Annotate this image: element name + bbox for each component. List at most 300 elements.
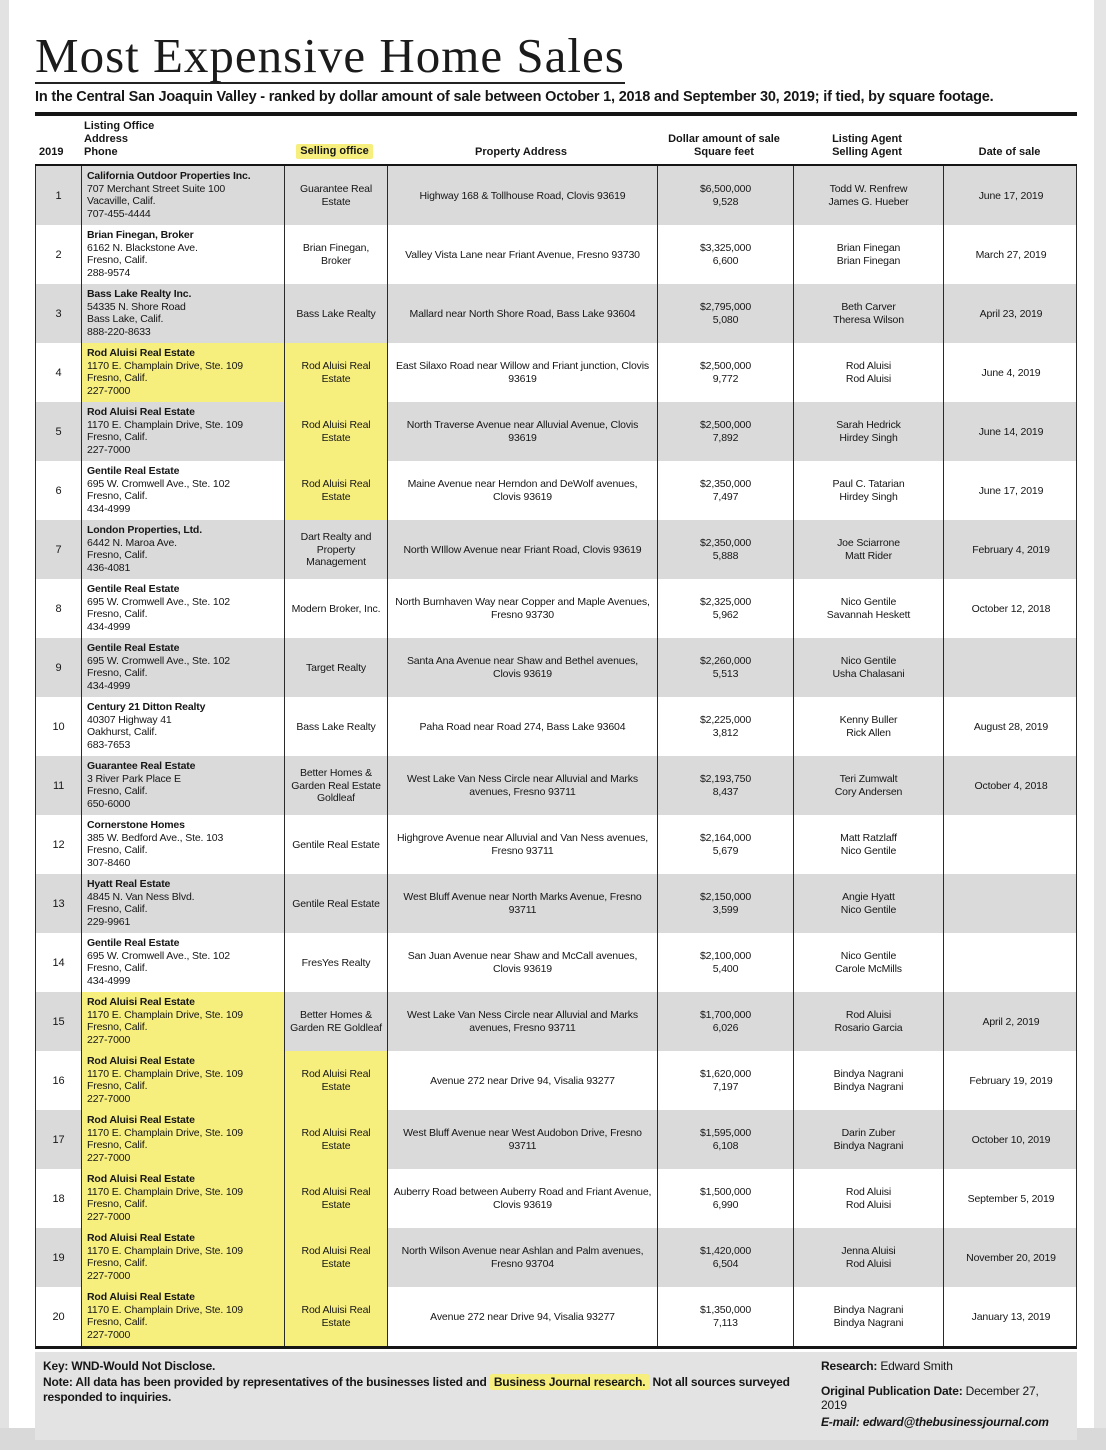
rank-cell: 10: [52, 720, 65, 733]
sale-price: $2,100,000: [699, 950, 752, 963]
listing-agent: Angie Hyatt: [842, 891, 895, 904]
listing-office-address: 1170 E. Champlain Drive, Ste. 109: [87, 1244, 243, 1257]
square-feet: 5,513: [712, 667, 739, 680]
sale-price: $2,150,000: [699, 891, 752, 904]
rank-cell: 12: [52, 838, 65, 851]
agents-cell: [793, 461, 943, 520]
sale-price: $2,325,000: [699, 596, 752, 609]
date-of-sale-cell: April 2, 2019: [943, 992, 1078, 1051]
listing-agent: Joe Sciarrone: [837, 537, 900, 550]
rank-cell: 18: [52, 1192, 65, 1205]
table-row: [36, 343, 1076, 402]
sale-price: $2,193,750: [699, 773, 752, 786]
agents-cell: [793, 815, 943, 874]
price-sqft-cell: [657, 225, 793, 284]
selling-office-cell: Rod Aluisi Real Estate: [284, 343, 387, 402]
sale-price: $1,595,000: [699, 1127, 752, 1140]
table-row: [36, 1051, 1076, 1110]
selling-agent: Matt Rider: [845, 549, 892, 562]
selling-office-cell: Dart Realty and Property Management: [284, 520, 387, 579]
property-address-cell: West Lake Van Ness Circle near Alluvial and Marks avenues, Fresno 93711: [387, 756, 657, 815]
property-address-cell: East Silaxo Road near Willow and Friant junction, Clovis 93619: [387, 343, 657, 402]
listing-office-name: Rod Aluisi Real Estate: [87, 1055, 195, 1068]
selling-agent: Bindya Nagrani: [833, 1080, 904, 1093]
agents-cell: [793, 697, 943, 756]
selling-office-cell: Bass Lake Realty: [284, 697, 387, 756]
sale-price: $2,350,000: [699, 478, 752, 491]
selling-office-cell: Bass Lake Realty: [284, 284, 387, 343]
listing-agent: Rod Aluisi: [845, 1009, 892, 1022]
property-address-cell: Valley Vista Lane near Friant Avenue, Fresno 93730: [387, 225, 657, 284]
listing-agent: Nico Gentile: [840, 596, 897, 609]
property-address-cell: Highgrove Avenue near Alluvial and Van Ness avenues, Fresno 93711: [387, 815, 657, 874]
table-row: [36, 756, 1076, 815]
square-feet: 5,679: [712, 844, 739, 857]
date-of-sale-cell: June 14, 2019: [943, 402, 1078, 461]
price-sqft-cell: [657, 874, 793, 933]
listing-office-cell: [81, 992, 284, 1051]
selling-office-cell: Rod Aluisi Real Estate: [284, 1287, 387, 1346]
square-feet: 5,888: [712, 549, 739, 562]
property-address-cell: North Traverse Avenue near Alluvial Avenue, Clovis 93619: [387, 402, 657, 461]
agents-cell: [793, 402, 943, 461]
price-sqft-cell: [657, 1110, 793, 1169]
rank-cell: 14: [52, 956, 65, 969]
listing-office-cell: [81, 874, 284, 933]
rank-cell: 8: [55, 602, 62, 615]
page-title: Most Expensive Home Sales: [35, 28, 625, 83]
listing-agent: Beth Carver: [841, 301, 896, 314]
property-address-cell: West Bluff Avenue near North Marks Avenue, Fresno 93711: [387, 874, 657, 933]
date-of-sale-cell: October 10, 2019: [943, 1110, 1078, 1169]
selling-agent: Nico Gentile: [840, 903, 897, 916]
listing-office-city: Fresno, Calif.: [87, 608, 148, 621]
listing-office-phone: 227-7000: [87, 1092, 131, 1105]
listing-office-city: Fresno, Calif.: [87, 372, 148, 385]
header-date-of-sale: Date of sale: [978, 146, 1041, 159]
listing-office-phone: 229-9961: [87, 915, 131, 928]
selling-agent: Rod Aluisi: [845, 1257, 892, 1270]
price-sqft-cell: [657, 1169, 793, 1228]
selling-agent: Savannah Heskett: [826, 608, 911, 621]
listing-office-name: Rod Aluisi Real Estate: [87, 347, 195, 360]
rank-cell: 11: [52, 779, 65, 792]
listing-office-address: 695 W. Cromwell Ave., Ste. 102: [87, 654, 230, 667]
listing-office-cell: [81, 1169, 284, 1228]
square-feet: 5,400: [712, 962, 739, 975]
price-sqft-cell: [657, 1228, 793, 1287]
listing-office-city: Fresno, Calif.: [87, 844, 148, 857]
price-sqft-cell: [657, 461, 793, 520]
sale-price: $1,500,000: [699, 1186, 752, 1199]
listing-office-phone: 434-4999: [87, 679, 131, 692]
date-of-sale-cell: [943, 638, 1078, 697]
listing-office-name: Gentile Real Estate: [87, 583, 180, 596]
listing-office-cell: [81, 697, 284, 756]
selling-office-cell: Better Homes & Garden RE Goldleaf: [284, 992, 387, 1051]
listing-office-address: 385 W. Bedford Ave., Ste. 103: [87, 831, 224, 844]
header-selling-office: [283, 144, 386, 159]
listing-office-address: 1170 E. Champlain Drive, Ste. 109: [87, 1185, 243, 1198]
listing-office-cell: [81, 520, 284, 579]
selling-office-cell: Brian Finegan, Broker: [284, 225, 387, 284]
property-address-cell: Maine Avenue near Herndon and DeWolf avenues, Clovis 93619: [387, 461, 657, 520]
price-sqft-cell: [657, 520, 793, 579]
selling-office-cell: Target Realty: [284, 638, 387, 697]
selling-agent: Bindya Nagrani: [833, 1316, 904, 1329]
listing-office-name: Rod Aluisi Real Estate: [87, 996, 195, 1009]
listing-office-city: Bass Lake, Calif.: [87, 313, 164, 326]
research-credit: Research: Edward Smith: [821, 1359, 953, 1374]
listing-office-name: Cornerstone Homes: [87, 819, 185, 832]
rank-cell: 6: [55, 484, 62, 497]
square-feet: 5,080: [712, 313, 739, 326]
square-feet: 9,772: [712, 372, 739, 385]
listing-agent: Kenny Buller: [839, 714, 898, 727]
listing-office-name: London Properties, Ltd.: [87, 524, 202, 537]
price-sqft-cell: [657, 697, 793, 756]
square-feet: 9,528: [712, 195, 739, 208]
sales-table-body: [35, 166, 1077, 1349]
footnote-key: Key: WND-Would Not Disclose.: [43, 1359, 216, 1374]
listing-office-city: Fresno, Calif.: [87, 1316, 148, 1329]
rank-cell: 3: [55, 307, 62, 320]
price-sqft-cell: [657, 992, 793, 1051]
agents-cell: [793, 1169, 943, 1228]
agents-cell: [793, 1110, 943, 1169]
agents-cell: [793, 579, 943, 638]
header-property-address: Property Address: [475, 146, 567, 159]
selling-office-cell: Gentile Real Estate: [284, 815, 387, 874]
sale-price: $1,350,000: [699, 1304, 752, 1317]
sale-price: $2,260,000: [699, 655, 752, 668]
selling-agent: James G. Hueber: [828, 195, 909, 208]
listing-office-cell: [81, 225, 284, 284]
date-of-sale-cell: November 20, 2019: [943, 1228, 1078, 1287]
listing-office-name: Gentile Real Estate: [87, 937, 180, 950]
listing-office-phone: 888-220-8633: [87, 325, 151, 338]
listing-office-cell: [81, 638, 284, 697]
selling-office-cell: Guarantee Real Estate: [284, 166, 387, 225]
listing-office-name: Bass Lake Realty Inc.: [87, 288, 192, 301]
listing-office-address: 695 W. Cromwell Ave., Ste. 102: [87, 477, 230, 490]
agents-cell: [793, 520, 943, 579]
property-address-cell: North WIllow Avenue near Friant Road, Clovis 93619: [387, 520, 657, 579]
listing-office-city: Fresno, Calif.: [87, 431, 148, 444]
table-row: [36, 579, 1076, 638]
listing-office-address: 1170 E. Champlain Drive, Ste. 109: [87, 1126, 243, 1139]
agents-cell: [793, 638, 943, 697]
property-address-cell: Avenue 272 near Drive 94, Visalia 93277: [387, 1051, 657, 1110]
price-sqft-cell: [657, 1051, 793, 1110]
property-address-cell: Mallard near North Shore Road, Bass Lake 93604: [387, 284, 657, 343]
listing-office-cell: [81, 579, 284, 638]
listing-office-phone: 434-4999: [87, 502, 131, 515]
table-header-row: [35, 116, 1077, 166]
footnote-note: Note: All data has been provided by representatives of the businesses listed and Business Journal research. Not all sources surveyed responded to inquiries.: [43, 1374, 790, 1405]
listing-office-city: Fresno, Calif.: [87, 1257, 148, 1270]
rank-cell: 9: [55, 661, 62, 674]
selling-office-highlight: Selling office: [296, 144, 372, 159]
date-of-sale-cell: October 4, 2018: [943, 756, 1078, 815]
property-address-cell: Auberry Road between Auberry Road and Friant Avenue, Clovis 93619: [387, 1169, 657, 1228]
contact-email: E-mail: edward@thebusinessjournal.com: [821, 1414, 1049, 1429]
listing-office-name: Hyatt Real Estate: [87, 878, 171, 891]
selling-agent: Rick Allen: [846, 726, 891, 739]
sale-price: $2,795,000: [699, 301, 752, 314]
price-sqft-cell: [657, 579, 793, 638]
date-of-sale-cell: February 19, 2019: [943, 1051, 1078, 1110]
date-of-sale-cell: [943, 815, 1078, 874]
header-dollar-sqft: Dollar amount of sale Square feet: [668, 133, 780, 159]
rank-cell: 20: [52, 1310, 65, 1323]
square-feet: 3,812: [712, 726, 739, 739]
rank-cell: 1: [55, 189, 62, 202]
sale-price: $2,500,000: [699, 419, 752, 432]
listing-office-phone: 436-4081: [87, 561, 131, 574]
rank-cell: 15: [52, 1015, 65, 1028]
listing-office-name: Guarantee Real Estate: [87, 760, 196, 773]
scan-edge-left: [0, 0, 9, 1450]
table-row: [36, 225, 1076, 284]
selling-office-cell: Rod Aluisi Real Estate: [284, 461, 387, 520]
listing-agent: Matt Ratzlaff: [840, 832, 897, 845]
selling-office-cell: Better Homes & Garden Real Estate Goldleaf: [284, 756, 387, 815]
square-feet: 6,600: [712, 254, 739, 267]
agents-cell: [793, 166, 943, 225]
sale-price: $2,350,000: [699, 537, 752, 550]
listing-agent: Brian Finegan: [836, 242, 901, 255]
publication-date: Original Publication Date: December 27, 2019: [821, 1383, 1039, 1413]
selling-office-cell: Rod Aluisi Real Estate: [284, 402, 387, 461]
listing-office-city: Fresno, Calif.: [87, 903, 148, 916]
listing-office-city: Oakhurst, Calif.: [87, 726, 157, 739]
listing-office-phone: 307-8460: [87, 856, 131, 869]
sale-price: $1,420,000: [699, 1245, 752, 1258]
selling-office-cell: Rod Aluisi Real Estate: [284, 1228, 387, 1287]
listing-office-name: Rod Aluisi Real Estate: [87, 1232, 195, 1245]
note-highlight: Business Journal research.: [490, 1374, 650, 1391]
selling-office-cell: Modern Broker, Inc.: [284, 579, 387, 638]
listing-office-name: Gentile Real Estate: [87, 642, 180, 655]
listing-office-cell: [81, 756, 284, 815]
rank-cell: 17: [52, 1133, 65, 1146]
date-of-sale-cell: June 17, 2019: [943, 166, 1078, 225]
date-of-sale-cell: [943, 933, 1078, 992]
agents-cell: [793, 1287, 943, 1346]
table-row: [36, 1228, 1076, 1287]
footnote-credits: [803, 1359, 1067, 1431]
listing-office-city: Fresno, Calif.: [87, 490, 148, 503]
selling-office-cell: Gentile Real Estate: [284, 874, 387, 933]
price-sqft-cell: [657, 284, 793, 343]
agents-cell: [793, 1228, 943, 1287]
listing-office-name: Rod Aluisi Real Estate: [87, 1173, 195, 1186]
listing-agent: Sarah Hedrick: [836, 419, 901, 432]
table-row: [36, 284, 1076, 343]
square-feet: 7,113: [713, 1316, 738, 1329]
property-address-cell: Paha Road near Road 274, Bass Lake 93604: [387, 697, 657, 756]
selling-agent: Cory Andersen: [834, 785, 903, 798]
scan-edge-right: [1094, 0, 1106, 1450]
price-sqft-cell: [657, 933, 793, 992]
agents-cell: [793, 992, 943, 1051]
selling-agent: Hirdey Singh: [839, 431, 898, 444]
price-sqft-cell: [657, 402, 793, 461]
property-address-cell: Avenue 272 near Drive 94, Visalia 93277: [387, 1287, 657, 1346]
selling-agent: Rod Aluisi: [845, 372, 892, 385]
listing-office-phone: 227-7000: [87, 1151, 131, 1164]
table-row: [36, 1169, 1076, 1228]
listing-office-address: 1170 E. Champlain Drive, Ste. 109: [87, 1303, 243, 1316]
listing-agent: Paul C. Tatarian: [832, 478, 905, 491]
listing-office-phone: 683-7653: [87, 738, 131, 751]
square-feet: 7,197: [712, 1080, 739, 1093]
date-of-sale-cell: January 13, 2019: [943, 1287, 1078, 1346]
sale-price: $2,500,000: [699, 360, 752, 373]
listing-agent: Nico Gentile: [840, 655, 897, 668]
agents-cell: [793, 933, 943, 992]
listing-agent: Todd W. Renfrew: [829, 183, 908, 196]
listing-agent: Darin Zuber: [841, 1127, 896, 1140]
listing-office-address: 695 W. Cromwell Ave., Ste. 102: [87, 595, 230, 608]
table-row: [36, 402, 1076, 461]
listing-office-city: Fresno, Calif.: [87, 1080, 148, 1093]
listing-office-address: 1170 E. Champlain Drive, Ste. 109: [87, 359, 243, 372]
listing-office-address: 6442 N. Maroa Ave.: [87, 536, 177, 549]
listing-office-address: 1170 E. Champlain Drive, Ste. 109: [87, 1067, 243, 1080]
square-feet: 6,990: [712, 1198, 739, 1211]
listing-agent: Bindya Nagrani: [833, 1068, 904, 1081]
selling-office-cell: Rod Aluisi Real Estate: [284, 1110, 387, 1169]
listing-office-address: 707 Merchant Street Suite 100: [87, 182, 226, 195]
listing-office-phone: 227-7000: [87, 443, 131, 456]
rank-cell: 2: [55, 248, 62, 261]
header-year: 2019: [39, 146, 64, 159]
listing-office-phone: 288-9574: [87, 266, 131, 279]
square-feet: 7,497: [712, 490, 739, 503]
listing-office-name: Rod Aluisi Real Estate: [87, 406, 195, 419]
listing-office-cell: [81, 1287, 284, 1346]
listing-office-address: 1170 E. Champlain Drive, Ste. 109: [87, 1008, 243, 1021]
price-sqft-cell: [657, 166, 793, 225]
listing-office-address: 54335 N. Shore Road: [87, 300, 186, 313]
listing-office-address: 695 W. Cromwell Ave., Ste. 102: [87, 949, 230, 962]
listing-office-address: 1170 E. Champlain Drive, Ste. 109: [87, 418, 243, 431]
date-of-sale-cell: June 17, 2019: [943, 461, 1078, 520]
listing-office-phone: 707-455-4444: [87, 207, 151, 220]
listing-office-cell: [81, 933, 284, 992]
square-feet: 6,504: [712, 1257, 739, 1270]
listing-office-city: Fresno, Calif.: [87, 254, 148, 267]
agents-cell: [793, 874, 943, 933]
selling-office-cell: FresYes Realty: [284, 933, 387, 992]
listing-office-name: Rod Aluisi Real Estate: [87, 1291, 195, 1304]
selling-agent: Hirdey Singh: [839, 490, 898, 503]
sale-price: $2,225,000: [699, 714, 752, 727]
header-listing-office: Listing Office Address Phone: [84, 120, 155, 159]
footnote-block: [35, 1352, 1077, 1440]
listing-office-phone: 227-7000: [87, 1328, 131, 1341]
square-feet: 5,962: [712, 608, 739, 621]
listing-office-phone: 434-4999: [87, 620, 131, 633]
listing-office-city: Fresno, Calif.: [87, 785, 148, 798]
property-address-cell: Highway 168 & Tollhouse Road, Clovis 93619: [387, 166, 657, 225]
table-row: [36, 697, 1076, 756]
agents-cell: [793, 343, 943, 402]
listing-office-address: 4845 N. Van Ness Blvd.: [87, 890, 195, 903]
selling-agent: Bindya Nagrani: [833, 1139, 904, 1152]
listing-office-city: Vacaville, Calif.: [87, 195, 156, 208]
listing-office-name: California Outdoor Properties Inc.: [87, 170, 251, 183]
property-address-cell: Santa Ana Avenue near Shaw and Bethel avenues, Clovis 93619: [387, 638, 657, 697]
selling-agent: Rod Aluisi: [845, 1198, 892, 1211]
listing-office-name: Brian Finegan, Broker: [87, 229, 194, 242]
selling-agent: Theresa Wilson: [833, 313, 904, 326]
date-of-sale-cell: August 28, 2019: [943, 697, 1078, 756]
property-address-cell: San Juan Avenue near Shaw and McCall avenues, Clovis 93619: [387, 933, 657, 992]
selling-agent: Carole McMills: [835, 962, 902, 975]
listing-office-cell: [81, 1110, 284, 1169]
table-row: [36, 1110, 1076, 1169]
table-row: [36, 992, 1076, 1051]
sale-price: $1,620,000: [699, 1068, 752, 1081]
rank-cell: 19: [52, 1251, 65, 1264]
listing-office-cell: [81, 815, 284, 874]
listing-agent: Jenna Aluisi: [841, 1245, 896, 1258]
square-feet: 7,892: [712, 431, 739, 444]
table-row: [36, 520, 1076, 579]
listing-office-address: 40307 Highway 41: [87, 713, 172, 726]
listing-office-city: Fresno, Calif.: [87, 962, 148, 975]
price-sqft-cell: [657, 343, 793, 402]
footnote-key-note: [43, 1359, 803, 1431]
square-feet: 6,108: [712, 1139, 739, 1152]
listing-office-phone: 227-7000: [87, 1033, 131, 1046]
selling-agent: Rosario Garcia: [834, 1021, 903, 1034]
rank-cell: 16: [52, 1074, 65, 1087]
table-row: [36, 815, 1076, 874]
listing-office-name: Gentile Real Estate: [87, 465, 180, 478]
rank-cell: 7: [55, 543, 62, 556]
square-feet: 8,437: [712, 785, 739, 798]
listing-office-cell: [81, 343, 284, 402]
date-of-sale-cell: [943, 874, 1078, 933]
listing-agent: Rod Aluisi: [845, 360, 892, 373]
rank-cell: 5: [55, 425, 62, 438]
table-row: [36, 874, 1076, 933]
listing-office-cell: [81, 284, 284, 343]
listing-agent: Bindya Nagrani: [833, 1304, 904, 1317]
agents-cell: [793, 1051, 943, 1110]
date-of-sale-cell: April 23, 2019: [943, 284, 1078, 343]
sale-price: $6,500,000: [699, 183, 752, 196]
square-feet: 3,599: [712, 903, 739, 916]
listing-office-cell: [81, 402, 284, 461]
square-feet: 6,026: [712, 1021, 739, 1034]
selling-agent: Brian Finegan: [836, 254, 901, 267]
agents-cell: [793, 756, 943, 815]
table-row: [36, 1287, 1076, 1346]
listing-agent: Teri Zumwalt: [839, 773, 898, 786]
listing-office-name: Century 21 Ditton Realty: [87, 701, 206, 714]
table-row: [36, 933, 1076, 992]
listing-agent: Nico Gentile: [840, 950, 897, 963]
table-row: [36, 461, 1076, 520]
listing-office-name: Rod Aluisi Real Estate: [87, 1114, 195, 1127]
listing-office-cell: [81, 166, 284, 225]
listing-office-phone: 434-4999: [87, 974, 131, 987]
